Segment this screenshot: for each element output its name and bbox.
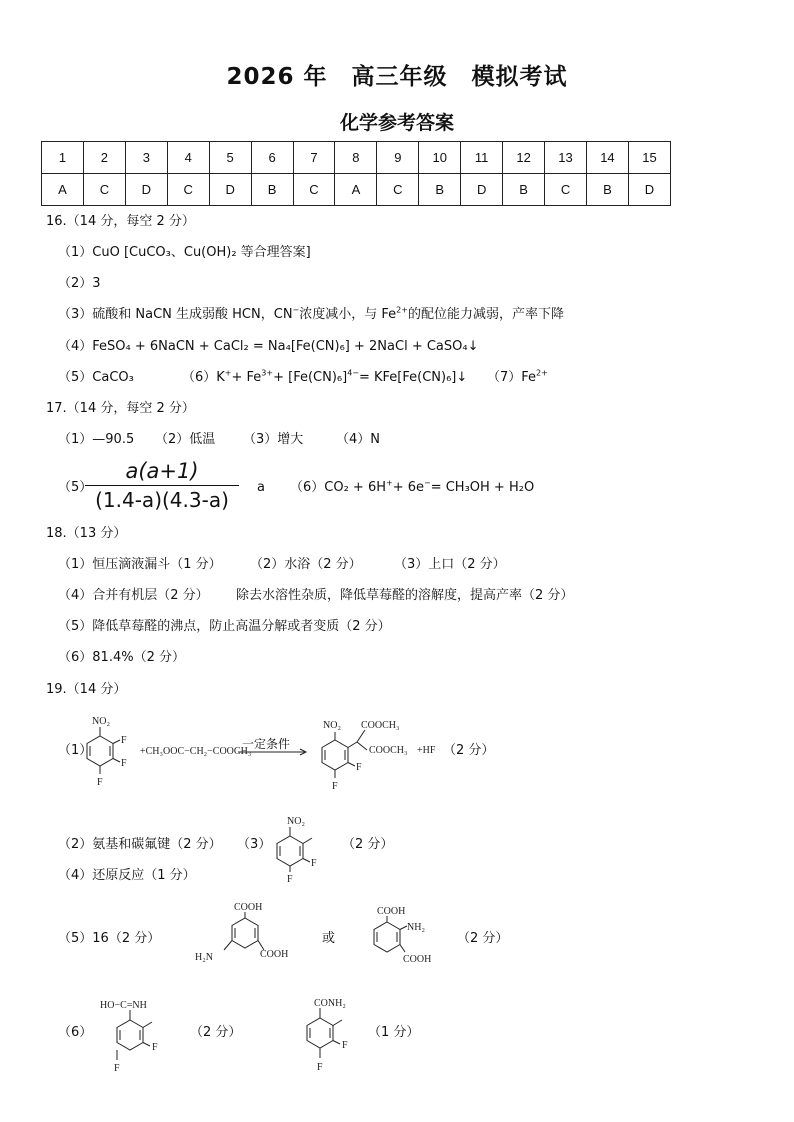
imidic-acid-label: HO−C=NH (100, 1000, 147, 1011)
superscript: + (386, 478, 393, 488)
q19-answer-2: （2）氨基和碳氟键（2 分） (58, 837, 222, 852)
question-number: 4 (167, 142, 209, 174)
nitro-label: NO₂ (323, 720, 341, 731)
answer-cell: A (335, 174, 377, 206)
question-number: 13 (545, 142, 587, 174)
question-number: 12 (503, 142, 545, 174)
page-title: 2026 年 高三年级 模拟考试 (226, 64, 568, 90)
fluoro-label: F (121, 758, 127, 769)
q18-answer-1: （1）恒压滴液漏斗（1 分） (58, 557, 222, 572)
question-number: 14 (586, 142, 628, 174)
fraction-denominator: (1.4-a)(4.3-a) (95, 488, 229, 512)
superscript: 2+ (536, 368, 548, 378)
q19-3-structure (270, 812, 330, 884)
q16-answer-6 (182, 370, 467, 386)
q18-answer-3: （3）上口（2 分） (394, 557, 506, 572)
q19-6-structure-a (98, 996, 178, 1078)
q17-answer-1: （1）—90.5 (58, 432, 135, 447)
q19-answer-3-score: （2 分） (342, 837, 394, 852)
answer-cell: D (125, 174, 167, 206)
q19-answer-5: （5）16（2 分） (58, 931, 161, 946)
amino-label: H₂N (195, 952, 213, 963)
answer-cell: C (545, 174, 587, 206)
q18-answer-5: （5）降低草莓醛的沸点，防止高温分解或者变质（2 分） (58, 619, 391, 634)
question-number: 3 (125, 142, 167, 174)
q19-answer-5-or: 或 (322, 931, 336, 946)
carboxyl-label: COOH (403, 954, 432, 965)
q16-answer-4: （4）FeSO₄ + 6NaCN + CaCl₂ = Na₄[Fe(CN)₆] + 2NaCl + CaSO₄↓ (58, 339, 479, 354)
carboxyl-label: COOH (377, 906, 406, 917)
answer-cell: A (42, 174, 84, 206)
q16-answer-6-part: （6）K (182, 370, 225, 385)
q19-6-structure-b (298, 994, 378, 1078)
q18-answer-6: （6）81.4%（2 分） (58, 650, 185, 665)
fraction-numerator: a(a+1) (125, 459, 199, 483)
answer-cell: D (628, 174, 670, 206)
superscript: + (224, 368, 232, 378)
q18-answer-4: （4）合并有机层（2 分） (58, 588, 209, 603)
answer-table-number-row (42, 142, 671, 174)
superscript: 3+ (261, 368, 274, 378)
q16-answer-3-part: 的配位能力减弱，产率下降 (407, 307, 564, 322)
answer-table-answer-row (42, 174, 671, 206)
q18-answer-2: （2）水浴（2 分） (250, 557, 362, 572)
answer-cell: C (167, 174, 209, 206)
fluoro-label: F (287, 874, 293, 885)
q16-answer-6-part: = KFe[Fe(CN)₆]↓ (358, 370, 468, 385)
q16-answer-5: （5）CaCO₃ (58, 370, 134, 385)
q19-5-structure-b (365, 902, 455, 972)
q16-answer-7 (487, 370, 548, 386)
superscript: − (292, 305, 300, 315)
q17-answer-5-tail: a (257, 480, 265, 495)
reactant-structure (80, 712, 140, 792)
q18-answer-4b: 除去水溶性杂质，降低草莓醛的溶解度，提高产率（2 分） (236, 588, 574, 603)
q17-answer-5-label: （5） (58, 480, 93, 495)
answer-cell: D (209, 174, 251, 206)
ester-label: COOCH₃ (361, 720, 400, 731)
q19-answer-6-score-1: （2 分） (190, 1025, 242, 1040)
q16-answer-1: （1）CuO [CuCO₃、Cu(OH)₂ 等合理答案] (58, 245, 311, 260)
q16-answer-6-part: + [Fe(CN)₆] (273, 370, 348, 385)
fluoro-label: F (356, 762, 362, 773)
nitro-label: NO₂ (92, 716, 110, 727)
answer-cell: D (461, 174, 503, 206)
q19-heading: 19.（14 分） (46, 682, 127, 697)
question-number: 2 (83, 142, 125, 174)
superscript: 2+ (396, 305, 408, 315)
q17-answer-6-part: = CH₃OH + H₂O (430, 480, 535, 495)
fluoro-label: F (152, 1042, 158, 1053)
q16-answer-3-part: （3）硫酸和 NaCN 生成弱酸 HCN，CN (58, 307, 293, 322)
answer-cell: B (503, 174, 545, 206)
question-number: 1 (42, 142, 84, 174)
q18-heading: 18.（13 分） (46, 526, 127, 541)
q19-5-structure-a (190, 900, 300, 970)
q16-answer-7-part: （7）Fe (487, 370, 537, 385)
q17-fraction (82, 459, 242, 512)
answer-cell: C (83, 174, 125, 206)
answer-cell: C (377, 174, 419, 206)
answer-table (41, 141, 671, 206)
q16-answer-2: （2）3 (58, 276, 101, 291)
question-number: 5 (209, 142, 251, 174)
answer-cell: C (293, 174, 335, 206)
fluoro-label: F (97, 777, 103, 788)
product-structure (315, 716, 445, 796)
q16-answer-6-part: + Fe (231, 370, 262, 385)
q17-answer-2: （2）低温 (155, 432, 216, 447)
q16-answer-3 (58, 307, 564, 323)
ester-label: COOCH₃ (369, 745, 408, 756)
q16-heading: 16.（14 分，每空 2 分） (46, 214, 195, 229)
fraction-bar (85, 485, 239, 486)
q19-answer-1-score: （2 分） (443, 743, 495, 758)
question-number: 10 (419, 142, 461, 174)
q19-answer-1-label: （1） (58, 743, 93, 758)
reagent-formula (140, 744, 252, 758)
q17-answer-6-part: + 6e (392, 480, 424, 495)
q19-answer-6-score-2: （1 分） (368, 1025, 420, 1040)
page-subtitle: 化学参考答案 (339, 112, 454, 134)
fluoro-label: F (114, 1063, 120, 1074)
answer-cell: B (419, 174, 461, 206)
reagent-label: +CH₃OOC−CH₂−COOCH₃ (140, 746, 252, 757)
q19-answer-6-label: （6） (58, 1025, 93, 1040)
q19-answer-4: （4）还原反应（1 分） (58, 868, 196, 883)
q19-answer-3-label: （3） (237, 837, 272, 852)
carboxyl-label: COOH (234, 902, 263, 913)
amide-label: CONH₂ (314, 998, 346, 1009)
nitro-label: NO₂ (287, 816, 305, 827)
q19-answer-5-score: （2 分） (457, 931, 509, 946)
q17-answer-4: （4）N (336, 432, 380, 447)
q17-answer-6-part: （6）CO₂ + 6H (290, 480, 386, 495)
question-number: 7 (293, 142, 335, 174)
answer-cell: B (251, 174, 293, 206)
reaction-arrow (238, 748, 310, 758)
q17-answer-3: （3）增大 (243, 432, 304, 447)
fluoro-label: F (332, 781, 338, 792)
question-number: 9 (377, 142, 419, 174)
superscript: − (424, 478, 431, 488)
fluoro-label: F (121, 735, 127, 746)
q17-answer-6 (290, 480, 534, 496)
question-number: 15 (628, 142, 670, 174)
superscript: 4− (347, 368, 359, 378)
reaction-condition: 一定条件 (242, 737, 291, 751)
q17-heading: 17.（14 分，每空 2 分） (46, 401, 195, 416)
hf-byproduct: +HF (417, 745, 436, 756)
q16-answer-3-part: 浓度减小，与 Fe (299, 307, 397, 322)
amino-label: NH₂ (407, 922, 425, 933)
fluoro-label: F (342, 1040, 348, 1051)
question-number: 8 (335, 142, 377, 174)
question-number: 6 (251, 142, 293, 174)
answer-cell: B (586, 174, 628, 206)
carboxyl-label: COOH (260, 949, 289, 960)
fluoro-label: F (311, 858, 317, 869)
question-number: 11 (461, 142, 503, 174)
fluoro-label: F (317, 1062, 323, 1073)
